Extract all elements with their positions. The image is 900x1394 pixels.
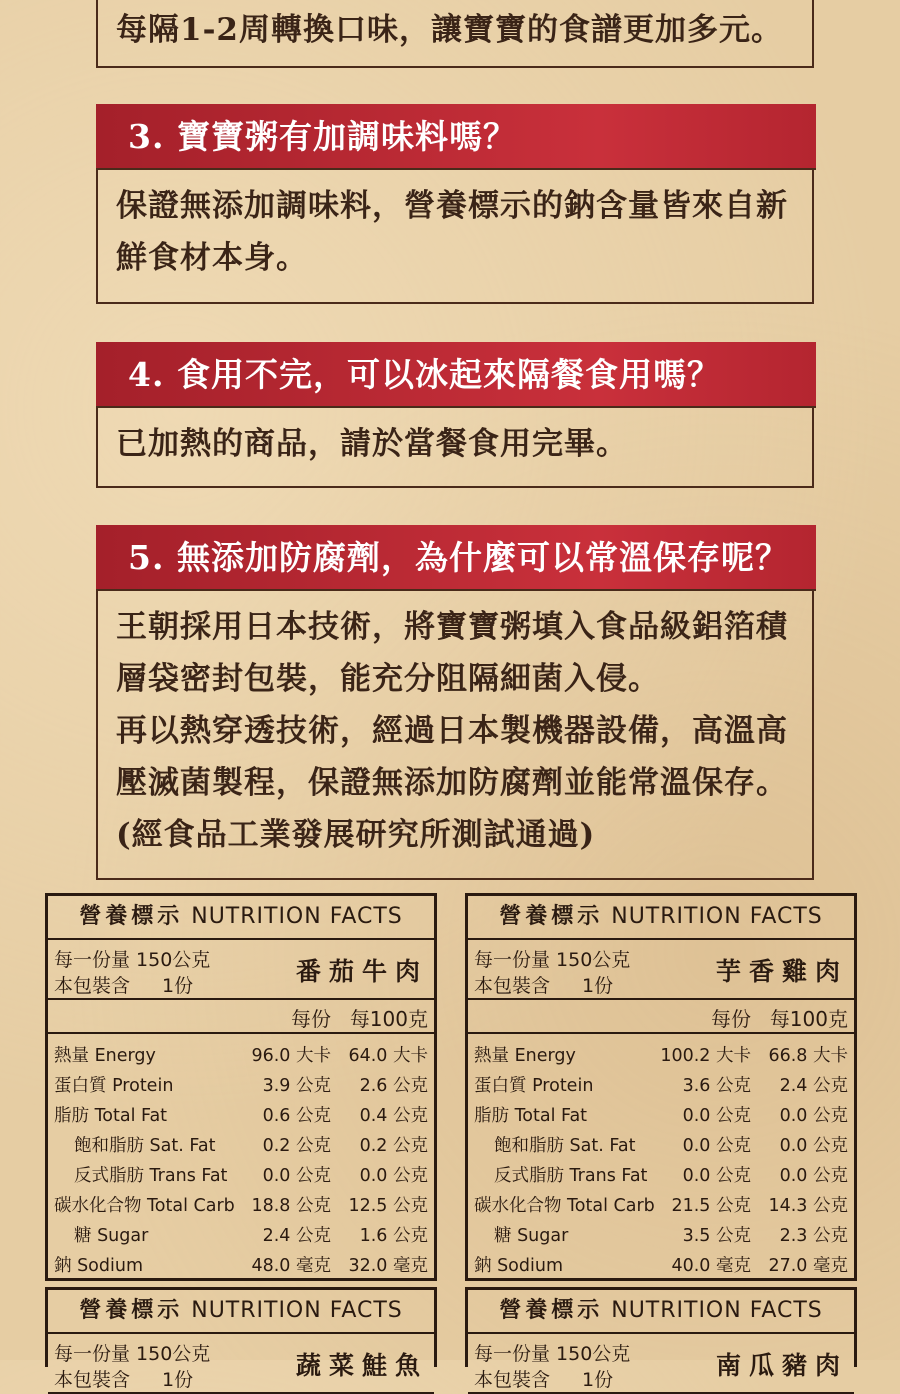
nutrition-title-en: NUTRITION FACTS: [611, 1298, 823, 1323]
nutrition-title-cn: 營養標示: [79, 1298, 184, 1323]
faq-answer-line: 鮮食材本身。: [116, 240, 308, 276]
nutrient-name: 脂肪 Total Fat: [54, 1106, 168, 1126]
nutrient-per-100g: 0.0 公克: [779, 1136, 848, 1156]
nutrient-per-100g: 0.2 公克: [359, 1136, 428, 1156]
nutrient-rows: [468, 1034, 854, 1278]
nutrient-row: [48, 1068, 434, 1098]
nutrient-row: [468, 1128, 854, 1158]
nutrient-row: [48, 1218, 434, 1248]
serving-info: [48, 940, 434, 1000]
col-per-100g: 每100克: [349, 1007, 428, 1031]
faq-answer-3: [96, 170, 814, 304]
faq-question-3: 3. 寶寶粥有加調味料嗎？: [96, 104, 816, 170]
nutrient-per-100g: 14.3 公克: [768, 1196, 848, 1216]
nutrition-table-tomato-beef: [45, 893, 437, 1281]
nutrient-row: [48, 1038, 434, 1068]
nutrient-per-100g: 66.8 大卡: [768, 1046, 848, 1066]
nutrition-table-partial-left: [45, 1287, 437, 1391]
nutrition-title-cn: 營養標示: [499, 904, 604, 929]
nutrient-name: 碳水化合物 Total Carb: [54, 1196, 235, 1216]
nutrient-per-100g: 12.5 公克: [348, 1196, 428, 1216]
nutrient-row: [48, 1158, 434, 1188]
servings-per-package: [474, 1365, 613, 1392]
nutrient-per-100g: 2.3 公克: [779, 1226, 848, 1246]
nutrient-name: 鈉 Sodium: [474, 1256, 563, 1276]
nutrient-name: 熱量 Energy: [54, 1046, 156, 1066]
nutrition-title: [48, 896, 434, 940]
servings-value: 1份: [582, 1369, 614, 1391]
nutrient-name: 飽和脂肪 Sat. Fat: [74, 1136, 216, 1156]
nutrition-title-en: NUTRITION FACTS: [611, 904, 823, 929]
nutrient-row: [468, 1038, 854, 1068]
nutrient-per-100g: 2.6 公克: [359, 1076, 428, 1096]
faq-answer-line: 壓滅菌製程，保證無添加防腐劑並能常溫保存。: [116, 765, 788, 801]
nutrient-per-serving: 2.4 公克: [262, 1226, 331, 1246]
nutrient-name: 脂肪 Total Fat: [474, 1106, 588, 1126]
nutrient-rows: [48, 1034, 434, 1278]
nutrient-per-serving: 3.9 公克: [262, 1076, 331, 1096]
nutrient-per-100g: 32.0 毫克: [348, 1256, 428, 1276]
nutrition-title-cn: 營養標示: [499, 1298, 604, 1323]
servings-per-package: [54, 1365, 193, 1392]
faq-answer-line: 層袋密封包裝，能充分阻隔細菌入侵。: [116, 661, 660, 697]
product-name: 蔬菜鮭魚: [295, 1351, 428, 1380]
nutrient-per-100g: 0.4 公克: [359, 1106, 428, 1126]
nutrient-per-100g: 0.0 公克: [779, 1166, 848, 1186]
nutrient-name: 反式脂肪 Trans Fat: [74, 1166, 228, 1186]
servings-label: 本包裝含: [54, 975, 131, 997]
serving-info: [468, 1334, 854, 1394]
nutrient-name: 飽和脂肪 Sat. Fat: [494, 1136, 636, 1156]
nutrient-per-100g: 27.0 毫克: [768, 1256, 848, 1276]
servings-value: 1份: [162, 975, 194, 997]
nutrient-per-serving: 100.2 大卡: [660, 1046, 751, 1066]
faq-answer-2: [96, 0, 814, 68]
nutrient-per-serving: 96.0 大卡: [251, 1046, 331, 1066]
nutrient-name: 糖 Sugar: [74, 1226, 149, 1246]
nutrient-row: [468, 1248, 854, 1278]
faq-question-4: 4. 食用不完，可以冰起來隔餐食用嗎？: [96, 342, 816, 408]
nutrient-per-100g: 64.0 大卡: [348, 1046, 428, 1066]
faq-answer-line: 再以熱穿透技術，經過日本製機器設備，高溫高: [116, 713, 788, 749]
faq-question-5: 5. 無添加防腐劑，為什麼可以常溫保存呢？: [96, 525, 816, 591]
faq-answer-line: (經食品工業發展研究所測試通過): [116, 817, 596, 853]
nutrient-name: 鈉 Sodium: [54, 1256, 143, 1276]
nutrient-row: [468, 1158, 854, 1188]
column-headers: [48, 1000, 434, 1034]
servings-per-package: [54, 971, 193, 998]
nutrient-per-100g: 2.4 公克: [779, 1076, 848, 1096]
nutrient-per-serving: 0.0 公克: [682, 1166, 751, 1186]
nutrition-title: [468, 896, 854, 940]
nutrient-per-serving: 18.8 公克: [251, 1196, 331, 1216]
nutrient-per-serving: 0.0 公克: [682, 1106, 751, 1126]
nutrient-name: 蛋白質 Protein: [474, 1076, 594, 1096]
servings-label: 本包裝含: [474, 1369, 551, 1391]
nutrient-per-serving: 0.0 公克: [682, 1136, 751, 1156]
servings-per-package: [474, 971, 613, 998]
nutrition-title-en: NUTRITION FACTS: [191, 1298, 403, 1323]
faq-answer-line: 保證無添加調味料，營養標示的鈉含量皆來自新: [116, 188, 788, 224]
nutrient-per-100g: 0.0 公克: [359, 1166, 428, 1186]
nutrient-per-serving: 0.0 公克: [262, 1166, 331, 1186]
nutrient-per-serving: 21.5 公克: [671, 1196, 751, 1216]
nutrition-table-partial-right: [465, 1287, 857, 1391]
serving-size: 每一份量 150公克: [54, 949, 211, 971]
product-name: 芋香雞肉: [715, 957, 848, 986]
servings-value: 1份: [582, 975, 614, 997]
serving-size: 每一份量 150公克: [54, 1343, 211, 1365]
serving-size: 每一份量 150公克: [474, 1343, 631, 1365]
nutrition-table-taro-chicken: [465, 893, 857, 1281]
nutrient-per-serving: 0.6 公克: [262, 1106, 331, 1126]
nutrition-title-cn: 營養標示: [79, 904, 184, 929]
nutrient-row: [48, 1128, 434, 1158]
nutrient-name: 反式脂肪 Trans Fat: [494, 1166, 648, 1186]
nutrition-title: [48, 1290, 434, 1334]
nutrition-title-en: NUTRITION FACTS: [191, 904, 403, 929]
product-name: 南瓜豬肉: [715, 1351, 848, 1380]
nutrient-row: [468, 1188, 854, 1218]
faq-answer-line: 已加熱的商品，請於當餐食用完畢。: [116, 426, 628, 462]
servings-label: 本包裝含: [54, 1369, 131, 1391]
nutrient-row: [48, 1188, 434, 1218]
serving-info: [48, 1334, 434, 1394]
nutrient-row: [468, 1098, 854, 1128]
serving-size: 每一份量 150公克: [474, 949, 631, 971]
nutrient-per-serving: 40.0 毫克: [671, 1256, 751, 1276]
nutrient-name: 蛋白質 Protein: [54, 1076, 174, 1096]
nutrient-per-100g: 1.6 公克: [359, 1226, 428, 1246]
col-per-serving: 每份: [291, 1007, 331, 1031]
servings-label: 本包裝含: [474, 975, 551, 997]
product-name: 番茄牛肉: [295, 957, 428, 986]
servings-value: 1份: [162, 1369, 194, 1391]
col-per-100g: 每100克: [769, 1007, 848, 1031]
nutrition-title: [468, 1290, 854, 1334]
faq-answer-line: 王朝採用日本技術，將寶寶粥填入食品級鋁箔積: [116, 609, 788, 645]
nutrient-name: 糖 Sugar: [494, 1226, 569, 1246]
nutrient-per-100g: 0.0 公克: [779, 1106, 848, 1126]
faq-answer-line: 每隔1-2周轉換口味，讓寶寶的食譜更加多元。: [116, 12, 784, 48]
serving-info: [468, 940, 854, 1000]
nutrient-per-serving: 0.2 公克: [262, 1136, 331, 1156]
nutrient-name: 碳水化合物 Total Carb: [474, 1196, 655, 1216]
col-per-serving: 每份: [711, 1007, 751, 1031]
nutrient-per-serving: 3.6 公克: [682, 1076, 751, 1096]
nutrient-row: [48, 1248, 434, 1278]
column-headers: [468, 1000, 854, 1034]
faq-answer-5: [96, 591, 814, 880]
faq-answer-4: [96, 408, 814, 488]
nutrient-name: 熱量 Energy: [474, 1046, 576, 1066]
nutrient-row: [468, 1068, 854, 1098]
nutrient-per-serving: 48.0 毫克: [251, 1256, 331, 1276]
nutrient-per-serving: 3.5 公克: [682, 1226, 751, 1246]
nutrient-row: [468, 1218, 854, 1248]
nutrient-row: [48, 1098, 434, 1128]
